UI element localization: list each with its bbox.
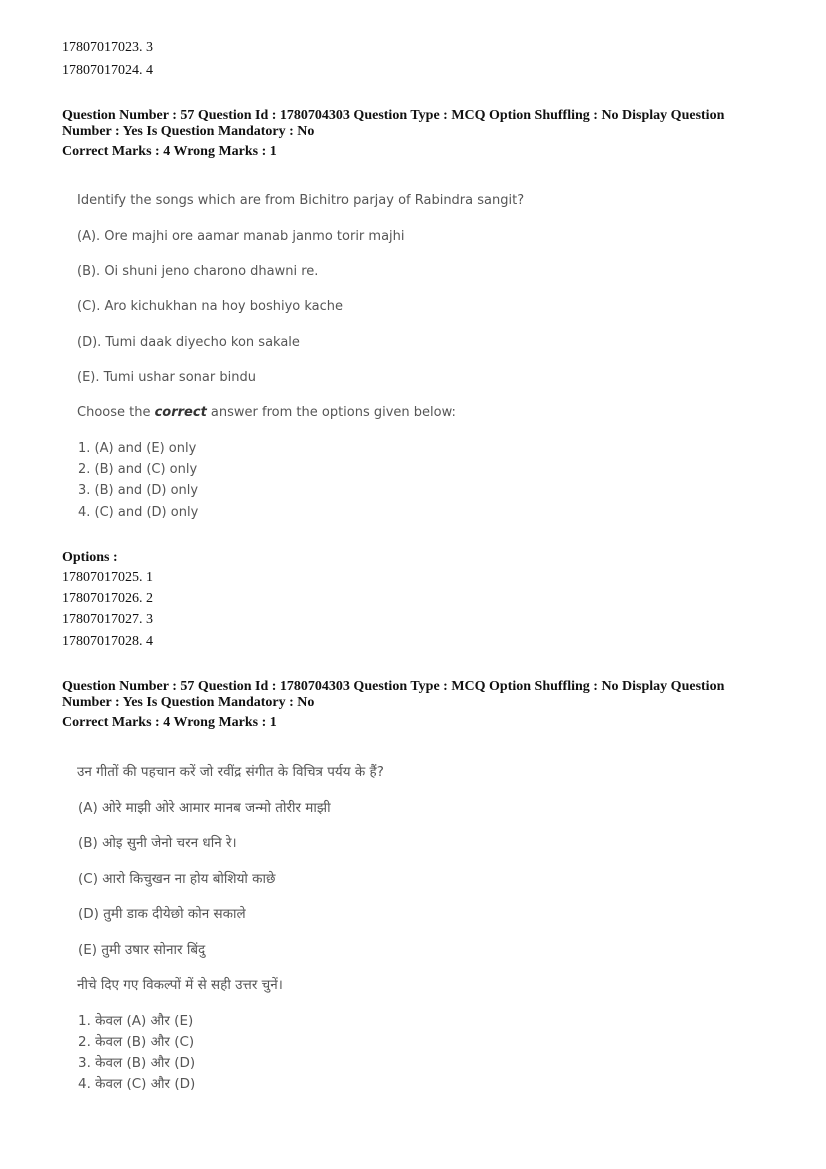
- q2-header-line1: Question Number : 57 Question Id : 1780704303 Question Type : MCQ Option Shuffling : No Display Question: [62, 679, 725, 694]
- q1-choose-instruction: [77, 405, 456, 420]
- q1-choice-2: 2. (B) and (C) only: [78, 462, 198, 477]
- q2-statement-e: (E) तुमी उषार सोनार बिंदु: [78, 942, 206, 958]
- q2-header-line2: Number : Yes Is Question Mandatory : No: [62, 695, 315, 710]
- q1-choice-3: 3. (B) and (D) only: [78, 483, 199, 498]
- q1-choice-4: 4. (C) and (D) only: [78, 505, 199, 520]
- q1-option-4: 17807017028. 4: [62, 634, 153, 649]
- q2-marks: Correct Marks : 4 Wrong Marks : 1: [62, 715, 277, 730]
- q1-option-2: 17807017026. 2: [62, 591, 153, 606]
- q2-statement-c: (C) आरो किचुखन ना होय बोशियो काछे: [78, 871, 276, 887]
- q1-option-1: 17807017025. 1: [62, 570, 153, 585]
- q1-question-text: Identify the songs which are from Bichitro parjay of Rabindra sangit?: [77, 193, 525, 208]
- q2-choice-3: 3. केवल (B) और (D): [78, 1055, 196, 1071]
- q2-statement-b: (B) ओइ सुनी जेनो चरन धनि रे।: [78, 835, 237, 851]
- q1-choice-1: 1. (A) and (E) only: [78, 441, 197, 456]
- q1-statement-c: (C). Aro kichukhan na hoy boshiyo kache: [77, 299, 344, 314]
- q1-header-line2: Number : Yes Is Question Mandatory : No: [62, 124, 315, 139]
- q2-statement-a: (A) ओरे माझी ओरे आमार मानब जन्मो तोरीर माझी: [78, 800, 331, 816]
- q1-header-line1: Question Number : 57 Question Id : 1780704303 Question Type : MCQ Option Shuffling : No Display Question: [62, 108, 725, 123]
- q1-choose-prefix: Choose the: [77, 405, 155, 420]
- q2-choose-instruction: नीचे दिए गए विकल्पों में से सही उत्तर चुनें।: [77, 977, 283, 993]
- q2-question-text: उन गीतों की पहचान करें जो रवींद्र संगीत के विचित्र पर्यय के हैं?: [77, 764, 384, 780]
- q2-choice-2: 2. केवल (B) और (C): [78, 1034, 195, 1050]
- q1-choose-emphasis: correct: [154, 405, 207, 420]
- q1-option-3: 17807017027. 3: [62, 612, 153, 627]
- q1-statement-d: (D). Tumi daak diyecho kon sakale: [77, 335, 300, 350]
- prev-option-3: 17807017023. 3: [62, 40, 153, 55]
- q2-choice-1: 1. केवल (A) और (E): [78, 1013, 194, 1029]
- q1-options-label: Options :: [62, 550, 118, 565]
- q1-marks: Correct Marks : 4 Wrong Marks : 1: [62, 144, 277, 159]
- q1-statement-e: (E). Tumi ushar sonar bindu: [77, 370, 256, 385]
- prev-option-4: 17807017024. 4: [62, 63, 153, 78]
- q1-choose-suffix: answer from the options given below:: [206, 405, 456, 420]
- q1-statement-a: (A). Ore majhi ore aamar manab janmo torir majhi: [77, 229, 405, 244]
- q2-choice-4: 4. केवल (C) और (D): [78, 1076, 196, 1092]
- q2-statement-d: (D) तुमी डाक दीयेछो कोन सकाले: [78, 906, 246, 922]
- q1-statement-b: (B). Oi shuni jeno charono dhawni re.: [77, 264, 319, 279]
